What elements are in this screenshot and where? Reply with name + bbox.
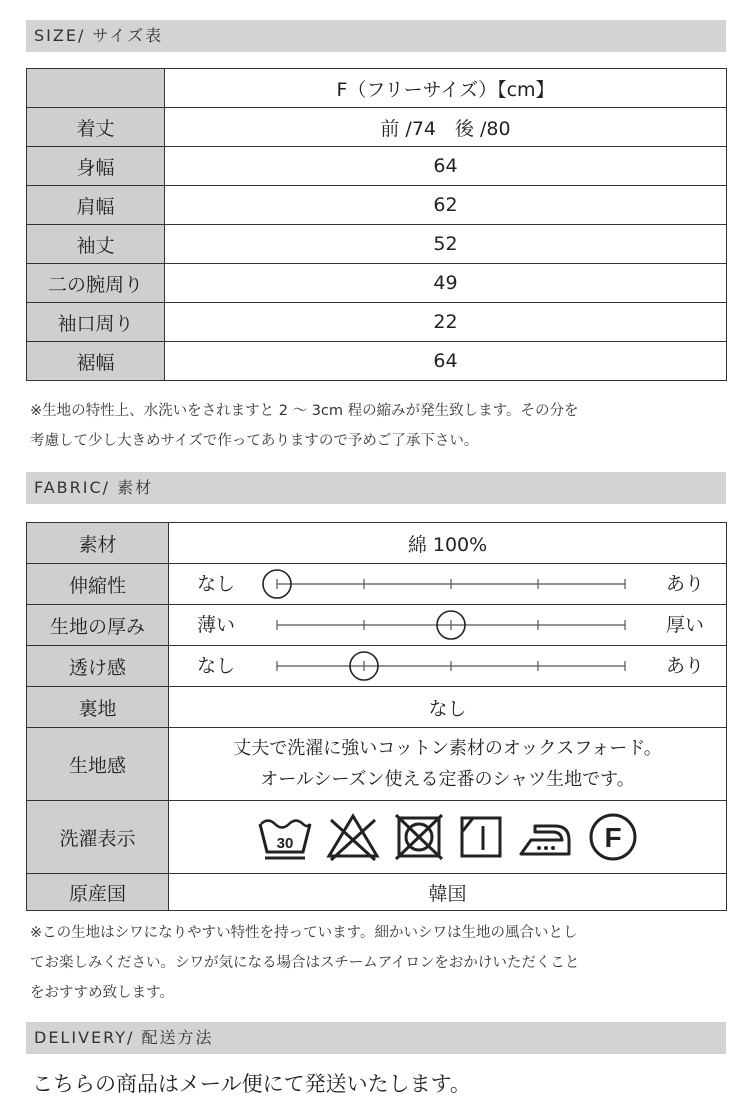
stretch-max-label: あり (665, 573, 704, 595)
size-header-row (27, 69, 727, 108)
size-row (27, 342, 727, 381)
stretch-scale-graphic (169, 564, 727, 604)
fabric-row-thickness (27, 605, 727, 646)
thickness-label: 生地の厚み (27, 605, 169, 646)
drip-dry-icon (457, 812, 505, 862)
size-row-value: 62 (165, 186, 727, 225)
fabric-table (26, 522, 727, 911)
size-note-line: 考慮して少し大きめサイズで作ってありますので予めご了承下さい。 (30, 433, 479, 449)
size-row-label: 身幅 (27, 147, 165, 186)
size-row-label: 着丈 (27, 108, 165, 147)
size-row-label: 二の腕周り (27, 264, 165, 303)
size-section-header: SIZE/ サイズ表 (26, 20, 726, 52)
feel-label: 生地感 (27, 728, 169, 801)
size-row (27, 186, 727, 225)
size-row (27, 108, 727, 147)
fabric-row-stretch (27, 564, 727, 605)
fabric-row-feel (27, 728, 727, 801)
size-row (27, 225, 727, 264)
fabric-section-header: FABRIC/ 素材 (26, 472, 726, 504)
feel-description (169, 733, 726, 795)
delivery-text: こちらの商品はメール便にて発送いたします。 (32, 1072, 471, 1096)
no-bleach-icon (325, 812, 381, 862)
feel-line: オールシーズン使える定番のシャツ生地です。 (260, 769, 635, 790)
wash-temp-label: 30 (276, 835, 293, 852)
dry-clean-letter: F (603, 822, 622, 853)
size-corner-cell (27, 69, 165, 108)
stretch-min-label: なし (197, 573, 236, 595)
no-tumble-dry-icon (393, 812, 445, 862)
size-table (26, 68, 727, 381)
size-label-cell: F（フリーサイズ）【cm】 (165, 69, 727, 108)
fabric-note-line: をおすすめ致します。 (30, 985, 174, 1001)
lining-label: 裏地 (27, 687, 169, 728)
stretch-label: 伸縮性 (27, 564, 169, 605)
material-label: 素材 (27, 523, 169, 564)
size-row-value: 49 (165, 264, 727, 303)
fabric-row-lining (27, 687, 727, 728)
stretch-scale (169, 564, 726, 604)
size-row-label: 肩幅 (27, 186, 165, 225)
sheerness-min-label: なし (197, 655, 236, 677)
fabric-row-sheerness (27, 646, 727, 687)
size-row (27, 264, 727, 303)
feel-line: 丈夫で洗濯に強いコットン素材のオックスフォード。 (233, 738, 662, 759)
size-row-label: 裾幅 (27, 342, 165, 381)
thickness-max-label: 厚い (665, 614, 704, 636)
delivery-section-header: DELIVERY/ 配送方法 (26, 1022, 726, 1054)
origin-value: 韓国 (169, 874, 727, 911)
sheerness-max-label: あり (665, 655, 704, 677)
size-row-label: 袖口周り (27, 303, 165, 342)
lining-value: なし (169, 687, 727, 728)
thickness-scale-graphic (169, 605, 727, 645)
size-row-value: 52 (165, 225, 727, 264)
sheerness-scale-graphic (169, 646, 727, 686)
size-row (27, 147, 727, 186)
sheerness-scale (169, 646, 726, 686)
size-row-value: 前 /74 後 /80 (165, 108, 727, 147)
size-note-line: ※生地の特性上、水洗いをされますと 2 ～ 3cm 程の縮みが発生致します。その分を (30, 403, 579, 419)
dry-clean-f-icon (587, 811, 639, 863)
care-label: 洗濯表示 (27, 801, 169, 874)
fabric-note-line: てお楽しみください。シワが気になる場合はスチームアイロンをおかけいただくこと (30, 955, 580, 971)
sheerness-label: 透け感 (27, 646, 169, 687)
size-row-value: 64 (165, 147, 727, 186)
origin-label: 原産国 (27, 874, 169, 911)
fabric-note (30, 918, 730, 1008)
size-row (27, 303, 727, 342)
thickness-scale (169, 605, 726, 645)
size-row-label: 袖丈 (27, 225, 165, 264)
care-symbols (169, 801, 726, 873)
material-value: 綿 100% (169, 523, 727, 564)
thickness-min-label: 薄い (197, 614, 236, 636)
wash-30-icon (257, 812, 313, 862)
fabric-row-material (27, 523, 727, 564)
size-note (30, 396, 730, 456)
size-row-value: 22 (165, 303, 727, 342)
size-row-value: 64 (165, 342, 727, 381)
fabric-note-line: ※この生地はシワになりやすい特性を持っています。細かいシワは生地の風合いとし (30, 925, 578, 941)
fabric-row-care (27, 801, 727, 874)
fabric-row-origin (27, 874, 727, 911)
iron-low-icon (517, 812, 575, 862)
